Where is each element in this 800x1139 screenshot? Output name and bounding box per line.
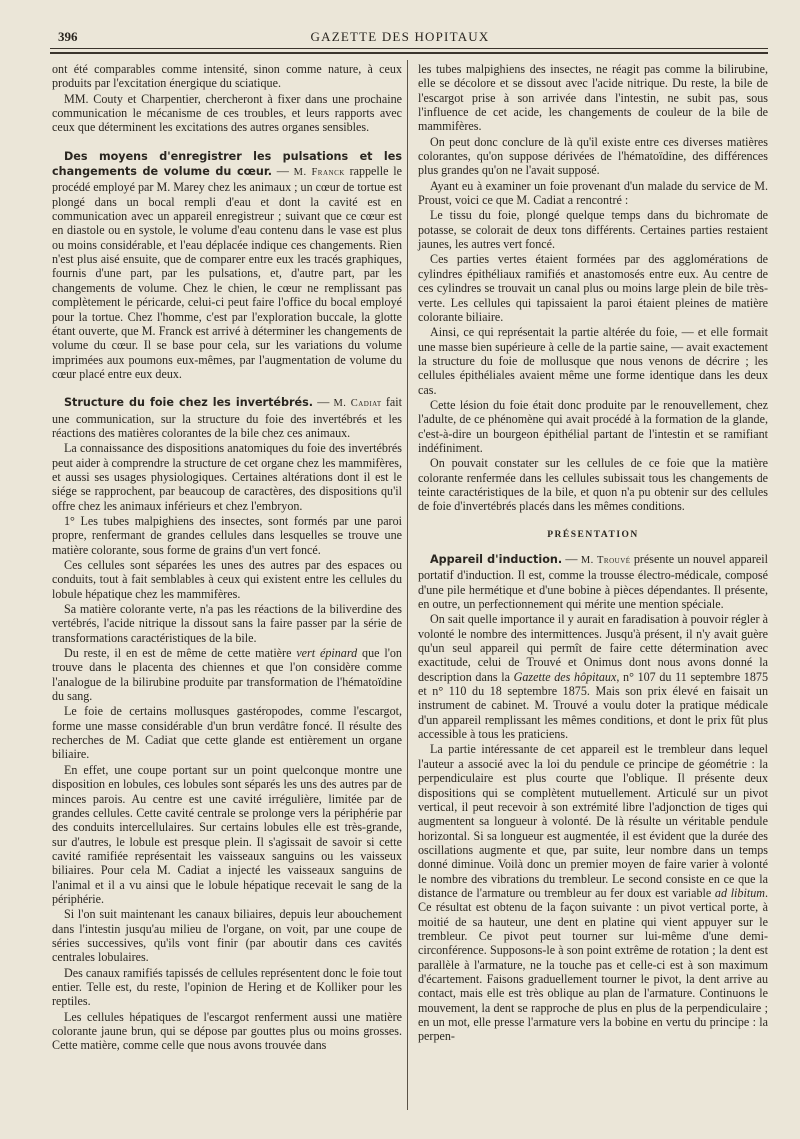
paragraph: On pouvait constater sur les cellules de ce foie que la matière colorante renfermée dans les cellules subissait tous les changements de teinte caractéristiques de la bile, et quon n'a pu obtenir sur des cellules de foie d'invertébrés placés dans les mêmes conditions.: [418, 456, 768, 514]
section-lead: [52, 395, 402, 440]
paragraph: [52, 646, 402, 703]
author-name: M. Franck: [293, 167, 345, 179]
rubric-heading: PRÉSENTATION: [547, 529, 639, 540]
section-heading: Des moyens d'enregistrer les pulsations et les changements de volume du cœur.: [52, 149, 402, 179]
author-name: M. Cadiat: [333, 398, 382, 410]
paragraph: Le tissu du foie, plongé quelque temps dans du bichromate de potasse, se colorait de deux tons différents. Certaines parties restaient jaunes, les autres vert foncé.: [418, 208, 768, 252]
right-column: [418, 62, 768, 1045]
header-rule: [50, 48, 768, 49]
paragraph: [418, 742, 768, 1043]
text-run: Du reste, il en est de même de cette matière: [64, 646, 297, 661]
left-column: [52, 62, 402, 1054]
paragraph: MM. Couty et Charpentier, chercheront à fixer dans une prochaine communication le mécanisme de ces troubles, et leurs rapports avec ceux que déterminent les excitations des autres organes sensibles.: [52, 91, 402, 135]
text-run: On sait quelle importance il y aurait en faradisation à pouvoir régler à volonté le nombre des intermittences. Jusqu'à présent, il n'y avait guère qu'un seul appareil qui permît de faire cette détermination avec exactitude, celui de Trouvé et Onimus dont nous avons donné la description dans la: [418, 612, 768, 684]
paragraph: Ayant eu à examiner un foie provenant d'un malade du service de M. Proust, voici ce que M. Cadiat a rencontré :: [418, 178, 768, 208]
emphasis: ad libitum: [714, 885, 765, 900]
section-body: rappelle le procédé employé par M. Marey chez les animaux ; un cœur de tortue est plongé dans un bocal rempli d'eau et dont la cavité est en communication avec un appareil enregistreur ; suivant que ce cœur est en diastole ou en systole, le volume d'eau contenu dans le vase est plus ou moins considérable, et l'eau déplacée indique ces changements. Rien n'est plus aisé ensuite, que de comparer entre eux les tracés graphiques, fournis d'une part, par les pulsations, et, d'autre part, par les changements de volume. Chez le chien, le cœur ne remplissant pas complètement le péricarde, celui-ci peut faire l'office du bocal employé pour la tortue. Chez l'homme, c'est par l'exploration buccale, la glotte étant ouverte, que M. Franck est arrivé à déterminer les changements de volume du cœur. Il se base pour cela, sur les variations du volume imprimées aux poumons eux-mêmes, par l'augmentation de volume du cœur placé entre eux deux.: [52, 164, 402, 381]
paragraph: En effet, une coupe portant sur un point quelconque montre une disposition en lobules, ces lobules sont séparés les uns des autres par de minces parois. Au centre est une cavité irrégulière, limitée par de grandes cellules. Cette cavité centrale se prolonge vers la périphérie par des conduits intercellulaires. Sur certains lobules elle est très-grande, sur d'autres, le lobule est presque plein. Il s'agissait de savoir si cette cavité ramifiée représentait les vaisseaux sanguins ou les vaisseux biliaires. Pour cela M. Cadiat a injecté les vaisseaux sanguins de l'animal et il a vu ainsi que le lobule hépatique recevait le sang de la périphérie.: [52, 762, 402, 906]
paragraph: 1° Les tubes malpighiens des insectes, sont formés par une paroi propre, renfermant de grandes cellules dans lesquelles se trouve une matière colorante, sous forme de grains d'un vert foncé.: [52, 513, 402, 557]
paragraph: Cette lésion du foie était donc produite par le renouvellement, chez l'adulte, de ce phénomène qui avait procédé à la formation de la glande, c'est-à-dire un bourgeon épithélial partant de l'intestin et se ramifiant indéfiniment.: [418, 397, 768, 455]
paragraph: Sa matière colorante verte, n'a pas les réactions de la biliverdine des vertébrés, l'acide nitrique la dissout sans la faire passer par la série de transformations caractéristiques de la bile.: [52, 602, 402, 645]
text-run: , n° 107 du 11 septembre 1875 et n° 110 du 18 septembre 1875. Mais son prix élevé en faisait un instrument de cabinet. M. Trouvé a voulu doter la pratique médicale d'un appareil remplissant les mêmes conditions, et dont le prix fût plus accessible à tous les praticiens.: [418, 669, 768, 742]
text-run: . Ce résultat est obtenu de la façon suivante : un pivot vertical porte, à moitié de sa hauteur, une dent en platine qui vient appuyer sur le trembleur. Ce pivot peut tourner sur lui-même d'une demi-circonférence. Supposons-le à son point extrême de rotation ; la dent est parallèle à l'armature, ne la touche pas et celle-ci est à son maximum d'écartement. Faisons graduellement tourner le pivot, la dent arrive au contact, mais elle est très oblique au plan de l'armature. Continuons le mouvement, la dent se rapproche de plus en plus de la perpendiculaire ; en un mot, elle presse l'armature vers la bobine en vertu du principe : la perpen-: [418, 885, 768, 1044]
column-divider: [407, 60, 408, 1110]
section-heading: Structure du foie chez les invertébrés.: [64, 396, 314, 410]
dash: —: [313, 395, 334, 410]
author-name: M. Trouvé: [580, 555, 631, 566]
paragraph: les tubes malpighiens des insectes, ne réagit pas comme la bilirubine, elle se décolore et se dissout avec l'acide nitrique. Du reste, la bile de l'escargot prise à son arrivée dans l'intestin, ne subit pas, sous l'influence de cet acide, les changements de couleur de la bile de mammifères.: [418, 62, 768, 134]
dash: —: [272, 164, 294, 179]
dash: —: [562, 552, 581, 566]
paragraph: Les cellules hépatiques de l'escargot renferment aussi une matière colorante jaune brun, qui se dépose par gouttes plus ou moins grosses. Cette matière, comme celle que nous avons trouvée dans: [52, 1009, 402, 1053]
paragraph: Le foie de certains mollusques gastéropodes, comme l'escargot, forme une masse considérable d'un brun verdâtre foncé. Il résulte des recherches de M. Cadiat que cette glande est entièrement un organe biliaire.: [52, 704, 402, 762]
journal-title: GAZETTE DES HOPITAUX: [310, 29, 490, 44]
section-lead: [52, 149, 402, 382]
paragraph: Si l'on suit maintenant les canaux biliaires, depuis leur abouchement dans l'intestin jusqu'au milieu de l'organe, on voit, par une coupe de séries successives, qu'ils vont finir (par aboutir dans ces cavités centrales lobulaires.: [52, 907, 402, 965]
paragraph: Ces parties vertes étaient formées par des agglomérations de cylindres épithéliaux ramifiés et anastomosés entre eux. Au centre de ces cylindres se trouvait un canal plus ou moins large plein de bile très-verte. Les cellules qui tapissaient la paroi étaient pleines de matière colorante biliaire.: [418, 252, 768, 324]
section-heading: Appareil d'induction.: [430, 553, 563, 566]
page-header: [0, 20, 800, 50]
paragraph: [418, 612, 768, 741]
section-liver-structure: [52, 395, 402, 1052]
paragraph: Des canaux ramifiés tapissés de cellules représentent donc le foie tout entier. Telle est, du reste, l'opinion de Hering et de Kolliker pour les reptiles.: [52, 965, 402, 1009]
paragraph: ont été comparables comme intensité, sinon comme nature, à ceux produits par l'excitation énergique du sciatique.: [52, 62, 402, 91]
page-number: 396: [58, 29, 78, 44]
paragraph: Ainsi, ce qui représentait la partie altérée du foie, — et elle formait une masse bien supérieure à celle de la partie saine, — avait exactement la structure du foie de mollusque que nous venons de décrire ; les cellules épithéliales avaient même une forme identique dans les deux cas.: [418, 325, 768, 397]
section-heart-volume: [52, 149, 402, 382]
header-rule-thick: [50, 52, 768, 54]
section-body: présente un nouvel appareil portatif d'induction. Il est, comme la trousse électro-médicale, composé d'une pile hermétique et d'une bobine à pièces dépendantes. Il présente, en outre, un perfectionnement qui mérite une mention spéciale.: [418, 552, 769, 612]
emphasis: Gazette des hôpitaux: [513, 669, 617, 684]
section-lead: [418, 552, 768, 611]
text-run: La partie intéressante de cet appareil est le trembleur dans lequel l'auteur a associé avec la loi du pendule ce principe de géométrie : la perpendiculaire est plus courte que l'oblique. Il présente deux dispositions qui se complètent mutuellement. Articulé sur un pivot vertical, il peut recevoir à son extrémité libre l'adjonction de tiges qui augmentent sa longueur à volonté. De là résulte un véritable pendule horizontal. Si sa longueur est augmentée, il est évident que la durée des oscillations augmente et que, par suite, leur nombre dans un temps donné diminue. Voilà donc un premier moyen de faire varier à volonté le nombre des vibrations du trembleur. Le second consiste en ce que la distance de l'armature ou trembleur au fer doux est variable: [418, 742, 768, 900]
text-run: que l'on trouve dans le placenta des chiennes et que l'on considère comme l'analogue de la bilirubine produite par transformation de l'hématoïdine du sang.: [52, 646, 402, 704]
emphasis: vert épinard: [296, 646, 358, 661]
section-induction-apparatus: [418, 552, 768, 1044]
paragraph: La connaissance des dispositions anatomiques du foie des invertébrés peut aider à comprendre la structure de cet organe chez les mammifères, et aussi ses usages physiologiques. Certaines altérations dont il est le siége se rapprochent, par beaucoup de caractères, des dispositions qu'il offre chez les animaux inférieurs et chez l'embryon.: [52, 441, 402, 513]
paragraph: On peut donc conclure de là qu'il existe entre ces diverses matières colorantes, qu'on suppose dérivées de l'hématoïdine, des différences plus grandes qu'on ne l'avait supposé.: [418, 134, 768, 178]
paragraph: Ces cellules sont séparées les unes des autres par des espaces ou conduits, tout à fait semblables à ceux qui existent entre les cellules du lobule hépatique chez les mammifères.: [52, 558, 402, 601]
section-body: fait une communication, sur la structure du foie des invertébrés et les réactions des matières colorantes de la bile chez ces animaux.: [52, 395, 402, 440]
